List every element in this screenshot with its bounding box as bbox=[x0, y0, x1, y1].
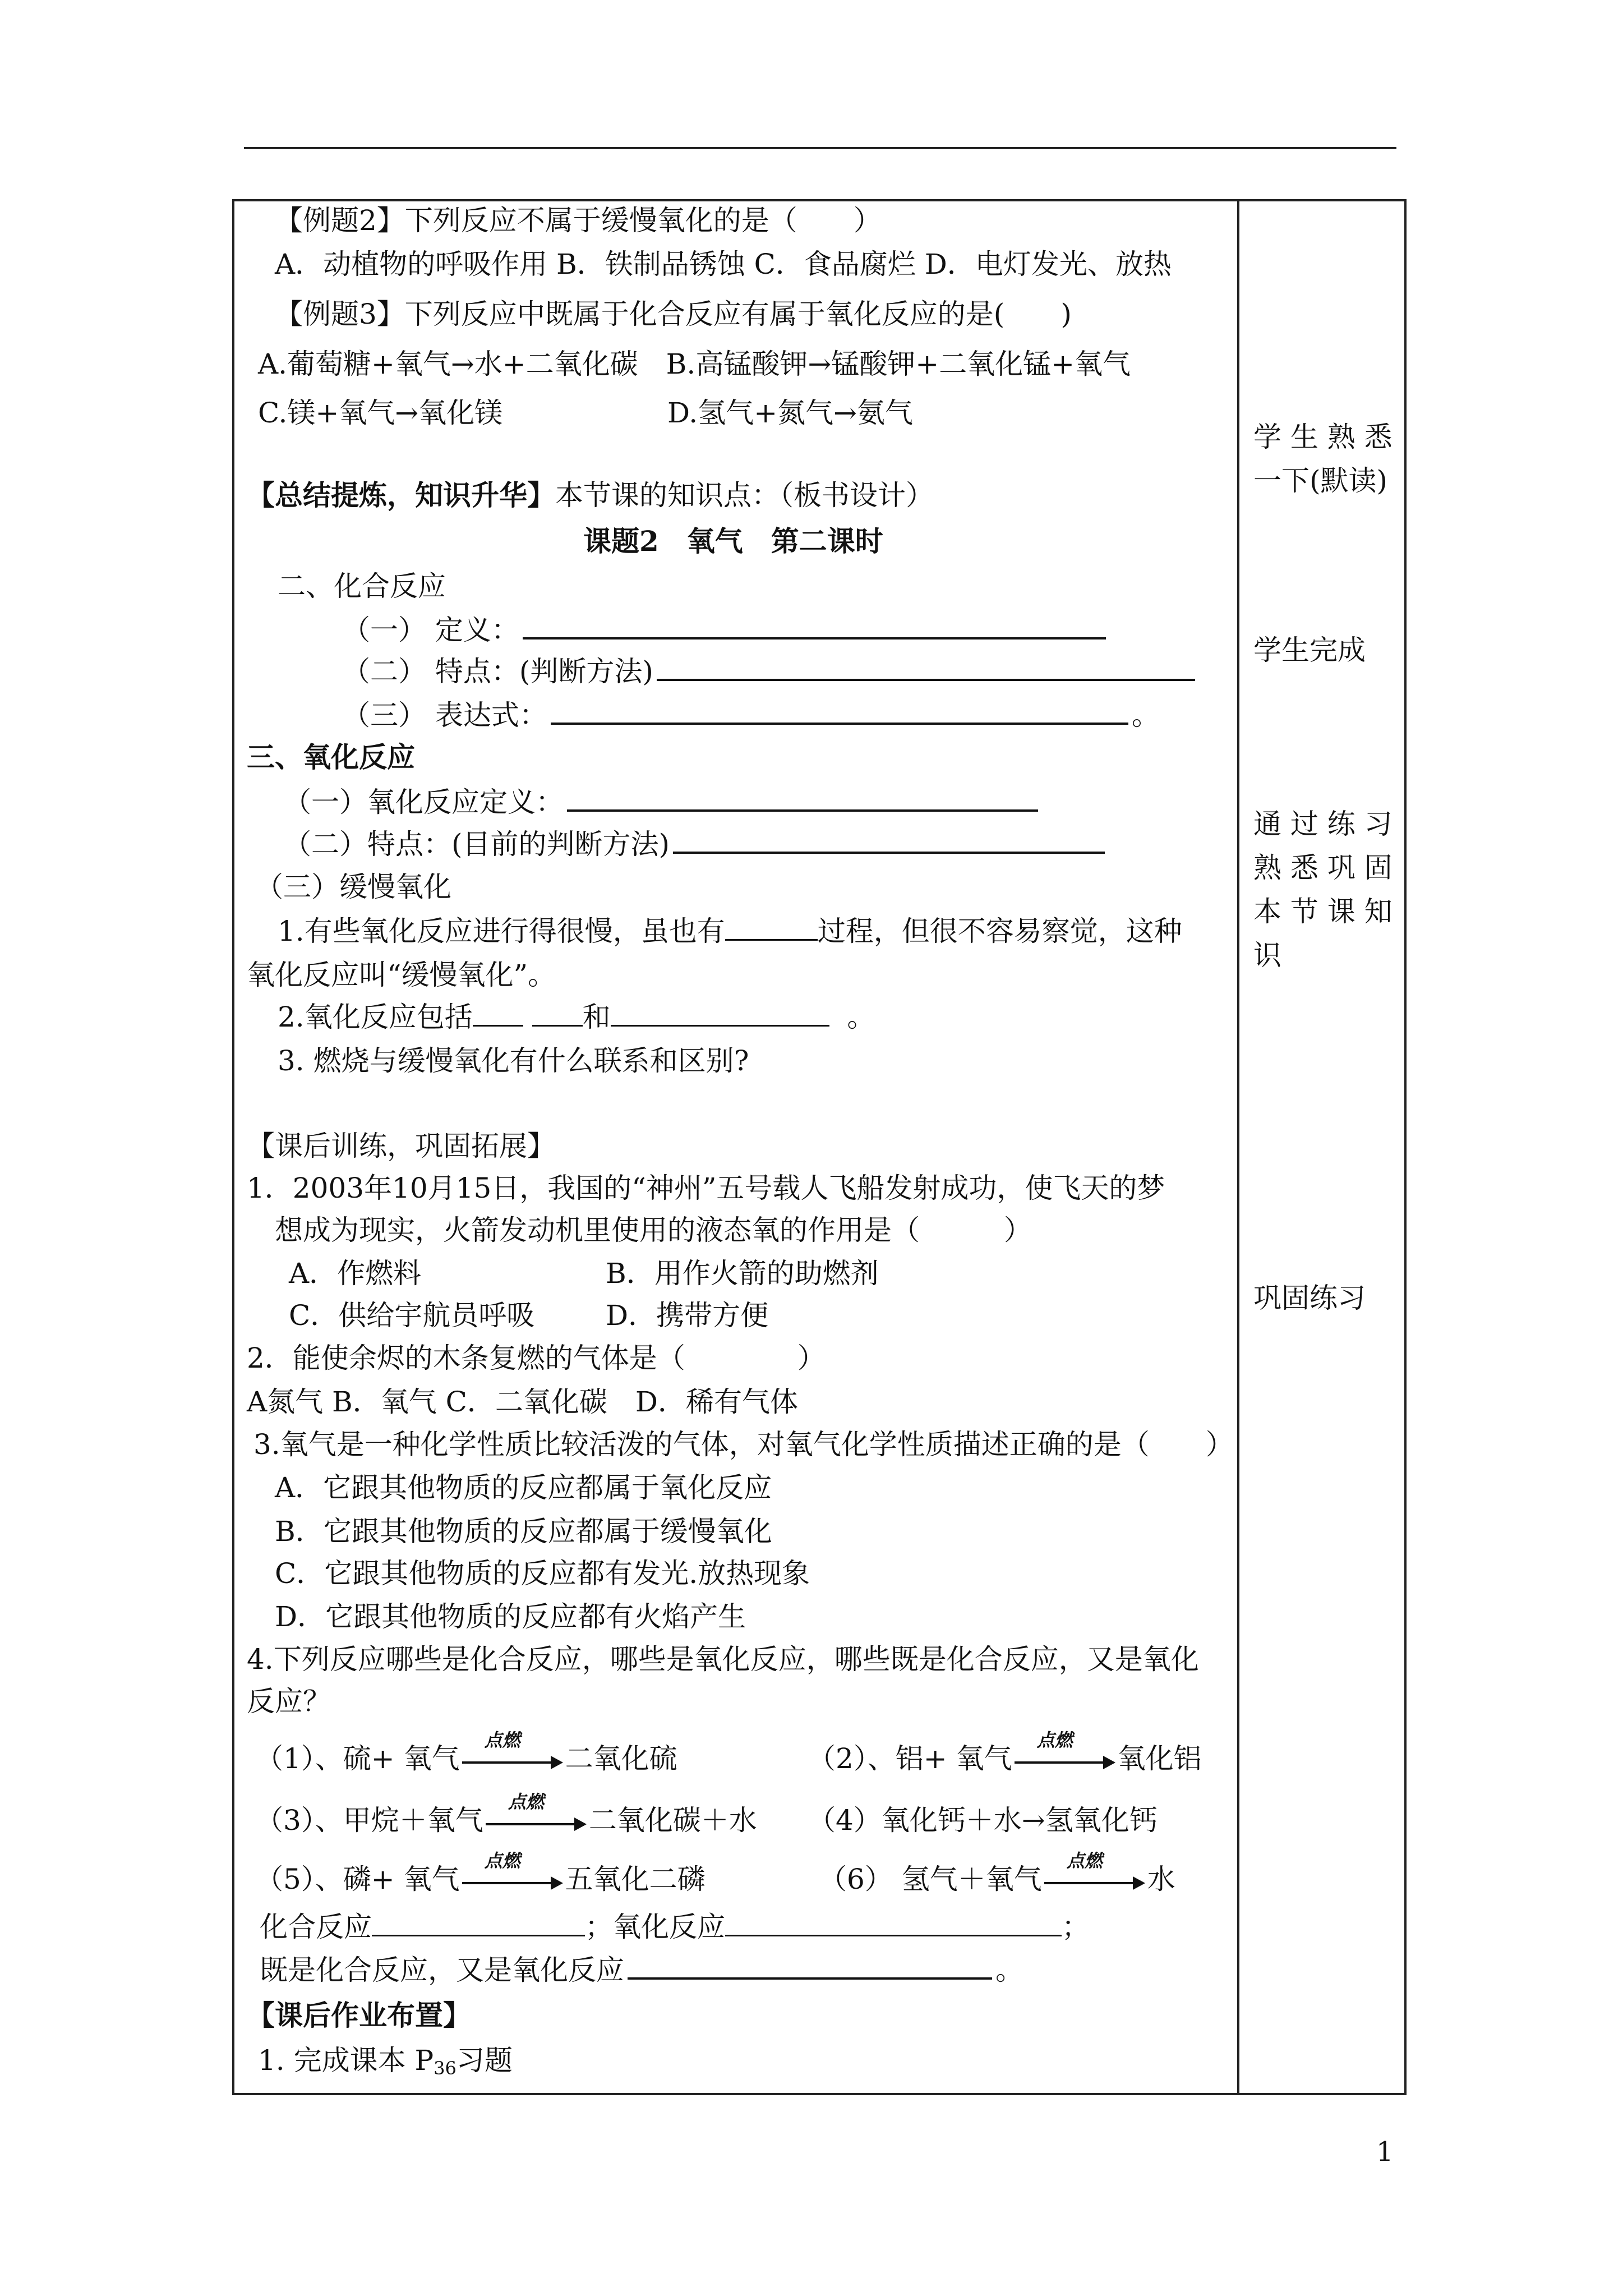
side-note-3 bbox=[1253, 802, 1393, 977]
practice-heading: 【课后训练，巩固拓展】 bbox=[247, 1130, 555, 1162]
practice-2-options: A氮气 B．氧气 C．二氧化碳 D．稀有气体 bbox=[247, 1386, 798, 1418]
blank-line bbox=[673, 848, 1105, 854]
practice-2-question: 2．能使余烬的木条复燃的气体是（ ） bbox=[247, 1342, 826, 1374]
practice-3-option-d: D．它跟其他物质的反应都有火焰产生 bbox=[275, 1600, 746, 1633]
practice-1-line-1: 1．2003年10月15日，我国的“神州”五号载人飞船发射成功，使飞天的梦 bbox=[247, 1172, 1165, 1204]
answer-oxidation-label: ；氧化反应 bbox=[585, 1911, 725, 1943]
example-3-options-ab: A.葡萄糖+氧气→水+二氧化碳 B.高锰酸钾→锰酸钾+二氧化锰+氧气 bbox=[258, 348, 1131, 380]
blank-line bbox=[725, 936, 818, 941]
practice-3-question: 3.氧气是一种化学性质比较活泼的气体，对氧气化学性质描述正确的是（ ） bbox=[253, 1428, 1234, 1461]
reaction-2 bbox=[808, 1729, 1202, 1775]
summary-heading: 【总结提炼，知识升华】 bbox=[247, 478, 555, 512]
ignition-arrow bbox=[1044, 1850, 1145, 1890]
section-3-definition-label: （一）氧化反应定义： bbox=[283, 786, 564, 818]
practice-1-option-a: A．作燃料 bbox=[289, 1257, 422, 1290]
question-1-text-a: 1.有些氧化反应进行得很慢，虽也有 bbox=[278, 915, 725, 947]
practice-3-option-b: B．它跟其他物质的反应都属于缓慢氧化 bbox=[275, 1515, 772, 1548]
practice-1-option-d: D．携带方便 bbox=[606, 1299, 769, 1332]
question-1-line-1 bbox=[278, 917, 1182, 945]
ignition-label: 点燃 bbox=[484, 1729, 520, 1751]
section-3-heading: 三、氧化反应 bbox=[247, 740, 415, 774]
section-2-definition-label: （一） 定义： bbox=[342, 614, 519, 646]
ignition-label: 点燃 bbox=[1036, 1729, 1073, 1751]
reaction-6 bbox=[819, 1850, 1175, 1895]
reaction-3 bbox=[255, 1791, 757, 1837]
ignition-arrow bbox=[462, 1729, 563, 1769]
ignition-label: 点燃 bbox=[1066, 1850, 1103, 1871]
question-1-text-b: 过程，但很不容易察觉，这种 bbox=[817, 915, 1182, 947]
lesson-title: 课题2 氧气 第二课时 bbox=[583, 524, 883, 558]
reaction-2-product: 氧化铝 bbox=[1117, 1742, 1202, 1775]
ignition-arrow bbox=[462, 1850, 563, 1890]
question-1-line-2: 氧化反应叫“缓慢氧化”。 bbox=[247, 959, 556, 991]
side-note-4: 巩固练习 bbox=[1253, 1282, 1366, 1314]
question-2-text-a: 2.氧化反应包括 bbox=[278, 1001, 473, 1033]
practice-1-line-2: 想成为现实，火箭发动机里使用的液态氧的作用是（ ） bbox=[275, 1214, 1032, 1246]
example-3-question: 【例题3】下列反应中既属于化合反应有属于氧化反应的是( ) bbox=[275, 298, 1072, 330]
ignition-arrow bbox=[486, 1791, 587, 1831]
punctuation: 。 bbox=[1131, 699, 1160, 731]
reaction-5 bbox=[255, 1850, 706, 1895]
header-rule bbox=[244, 147, 1396, 149]
answer-line-2 bbox=[260, 1956, 1023, 1984]
reaction-1 bbox=[255, 1729, 677, 1775]
section-3-slow-oxidation: （三）缓慢氧化 bbox=[255, 871, 451, 903]
practice-1-option-b: B．用作火箭的助燃剂 bbox=[606, 1257, 879, 1290]
example-2-question: 【例题2】下列反应不属于缓慢氧化的是（ ） bbox=[275, 204, 882, 237]
side-note-2: 学生完成 bbox=[1253, 634, 1366, 666]
section-3-definition bbox=[283, 788, 1041, 816]
section-2-definition bbox=[342, 616, 1109, 644]
answer-combination-label: 化合反应 bbox=[260, 1911, 372, 1943]
summary-heading-rest: 本节课的知识点：（板书设计） bbox=[555, 479, 934, 512]
example-2-options: A．动植物的呼吸作用 B．铁制品锈蚀 C．食品腐烂 D．电灯发光、放热 bbox=[275, 248, 1172, 280]
blank-line bbox=[551, 719, 1128, 725]
punctuation: 。 bbox=[847, 1001, 875, 1033]
side-note-3-line-3: 本 节 课 知 bbox=[1253, 895, 1393, 928]
section-2-expression bbox=[342, 701, 1160, 729]
practice-1-option-c: C．供给宇航员呼吸 bbox=[289, 1299, 535, 1332]
homework-item-1 bbox=[258, 2046, 513, 2077]
side-note-3-line-4: 识 bbox=[1253, 939, 1281, 972]
blank-line bbox=[532, 1022, 583, 1027]
example-3-option-c: C.镁+氧气→氧化镁 bbox=[258, 397, 503, 429]
section-2-heading: 二、化合反应 bbox=[278, 570, 446, 602]
reaction-3-product: 二氧化碳＋水 bbox=[588, 1804, 757, 1837]
practice-4-line-2: 反应？ bbox=[247, 1685, 331, 1718]
reaction-5-product: 五氧化二磷 bbox=[565, 1863, 706, 1895]
blank-line bbox=[567, 806, 1038, 812]
punctuation: ； bbox=[1062, 1911, 1090, 1943]
ignition-label: 点燃 bbox=[508, 1791, 544, 1812]
reaction-4: （4）氧化钙＋水→氢氧化钙 bbox=[808, 1804, 1158, 1837]
column-divider bbox=[1237, 199, 1239, 2095]
side-note-1-line-2: 一下(默读) bbox=[1253, 464, 1388, 497]
answer-both-label: 既是化合反应，又是氧化反应 bbox=[260, 1954, 624, 1986]
blank-line bbox=[657, 675, 1195, 681]
question-3: 3. 燃烧与缓慢氧化有什么联系和区别? bbox=[278, 1045, 749, 1077]
practice-3-option-c: C．它跟其他物质的反应都有发光.放热现象 bbox=[275, 1557, 810, 1590]
section-3-feature bbox=[283, 828, 1108, 861]
section-2-feature-label: （二） 特点：(判断方法) bbox=[342, 655, 653, 688]
reaction-5-reactants: （5）、磷+ 氧气 bbox=[255, 1863, 460, 1895]
section-2-expression-label: （三） 表达式： bbox=[342, 699, 547, 731]
blank-line bbox=[725, 1931, 1062, 1936]
answer-line-1 bbox=[260, 1913, 1090, 1941]
blank-line bbox=[473, 1022, 523, 1027]
blank-line bbox=[523, 634, 1106, 639]
ignition-label: 点燃 bbox=[484, 1850, 520, 1871]
section-2-feature bbox=[342, 655, 1198, 688]
blank-line bbox=[372, 1931, 585, 1936]
summary-heading-line bbox=[247, 478, 934, 512]
side-note-1 bbox=[1253, 415, 1393, 503]
punctuation: 。 bbox=[995, 1954, 1023, 1986]
reaction-6-reactants: （6） 氢气＋氧气 bbox=[819, 1863, 1042, 1895]
blank-line bbox=[611, 1022, 829, 1027]
side-note-3-line-2: 熟 悉 巩 固 bbox=[1253, 852, 1393, 884]
ignition-arrow bbox=[1015, 1729, 1115, 1769]
reaction-1-product: 二氧化硫 bbox=[565, 1742, 677, 1775]
practice-3-option-a: A．它跟其他物质的反应都属于氧化反应 bbox=[275, 1471, 772, 1504]
homework-item-text: 1. 完成课本 P bbox=[258, 2044, 434, 2077]
reaction-1-reactants: （1）、硫+ 氧气 bbox=[255, 1742, 460, 1775]
question-2 bbox=[278, 1003, 875, 1031]
page-number: 1 bbox=[1376, 2136, 1394, 2168]
homework-page-subscript: 36 bbox=[434, 2058, 457, 2079]
homework-item-suffix: 习题 bbox=[456, 2044, 513, 2077]
practice-4-line-1: 4.下列反应哪些是化合反应，哪些是氧化反应，哪些既是化合反应，又是氧化 bbox=[247, 1643, 1199, 1676]
example-3-option-d: D.氢气+氮气→氨气 bbox=[667, 397, 913, 429]
reaction-3-reactants: （3）、甲烷＋氧气 bbox=[255, 1804, 483, 1837]
blank-line bbox=[628, 1974, 992, 1980]
side-note-1-line-1: 学 生 熟 悉 bbox=[1253, 421, 1393, 453]
question-2-text-b: 和 bbox=[582, 1001, 611, 1033]
reaction-6-product: 水 bbox=[1147, 1863, 1175, 1895]
side-note-3-line-1: 通 过 练 习 bbox=[1253, 808, 1393, 840]
homework-heading: 【课后作业布置】 bbox=[247, 1999, 471, 2032]
reaction-2-reactants: （2）、铝+ 氧气 bbox=[808, 1742, 1012, 1775]
section-3-feature-label: （二）特点：(目前的判断方法) bbox=[283, 828, 670, 861]
